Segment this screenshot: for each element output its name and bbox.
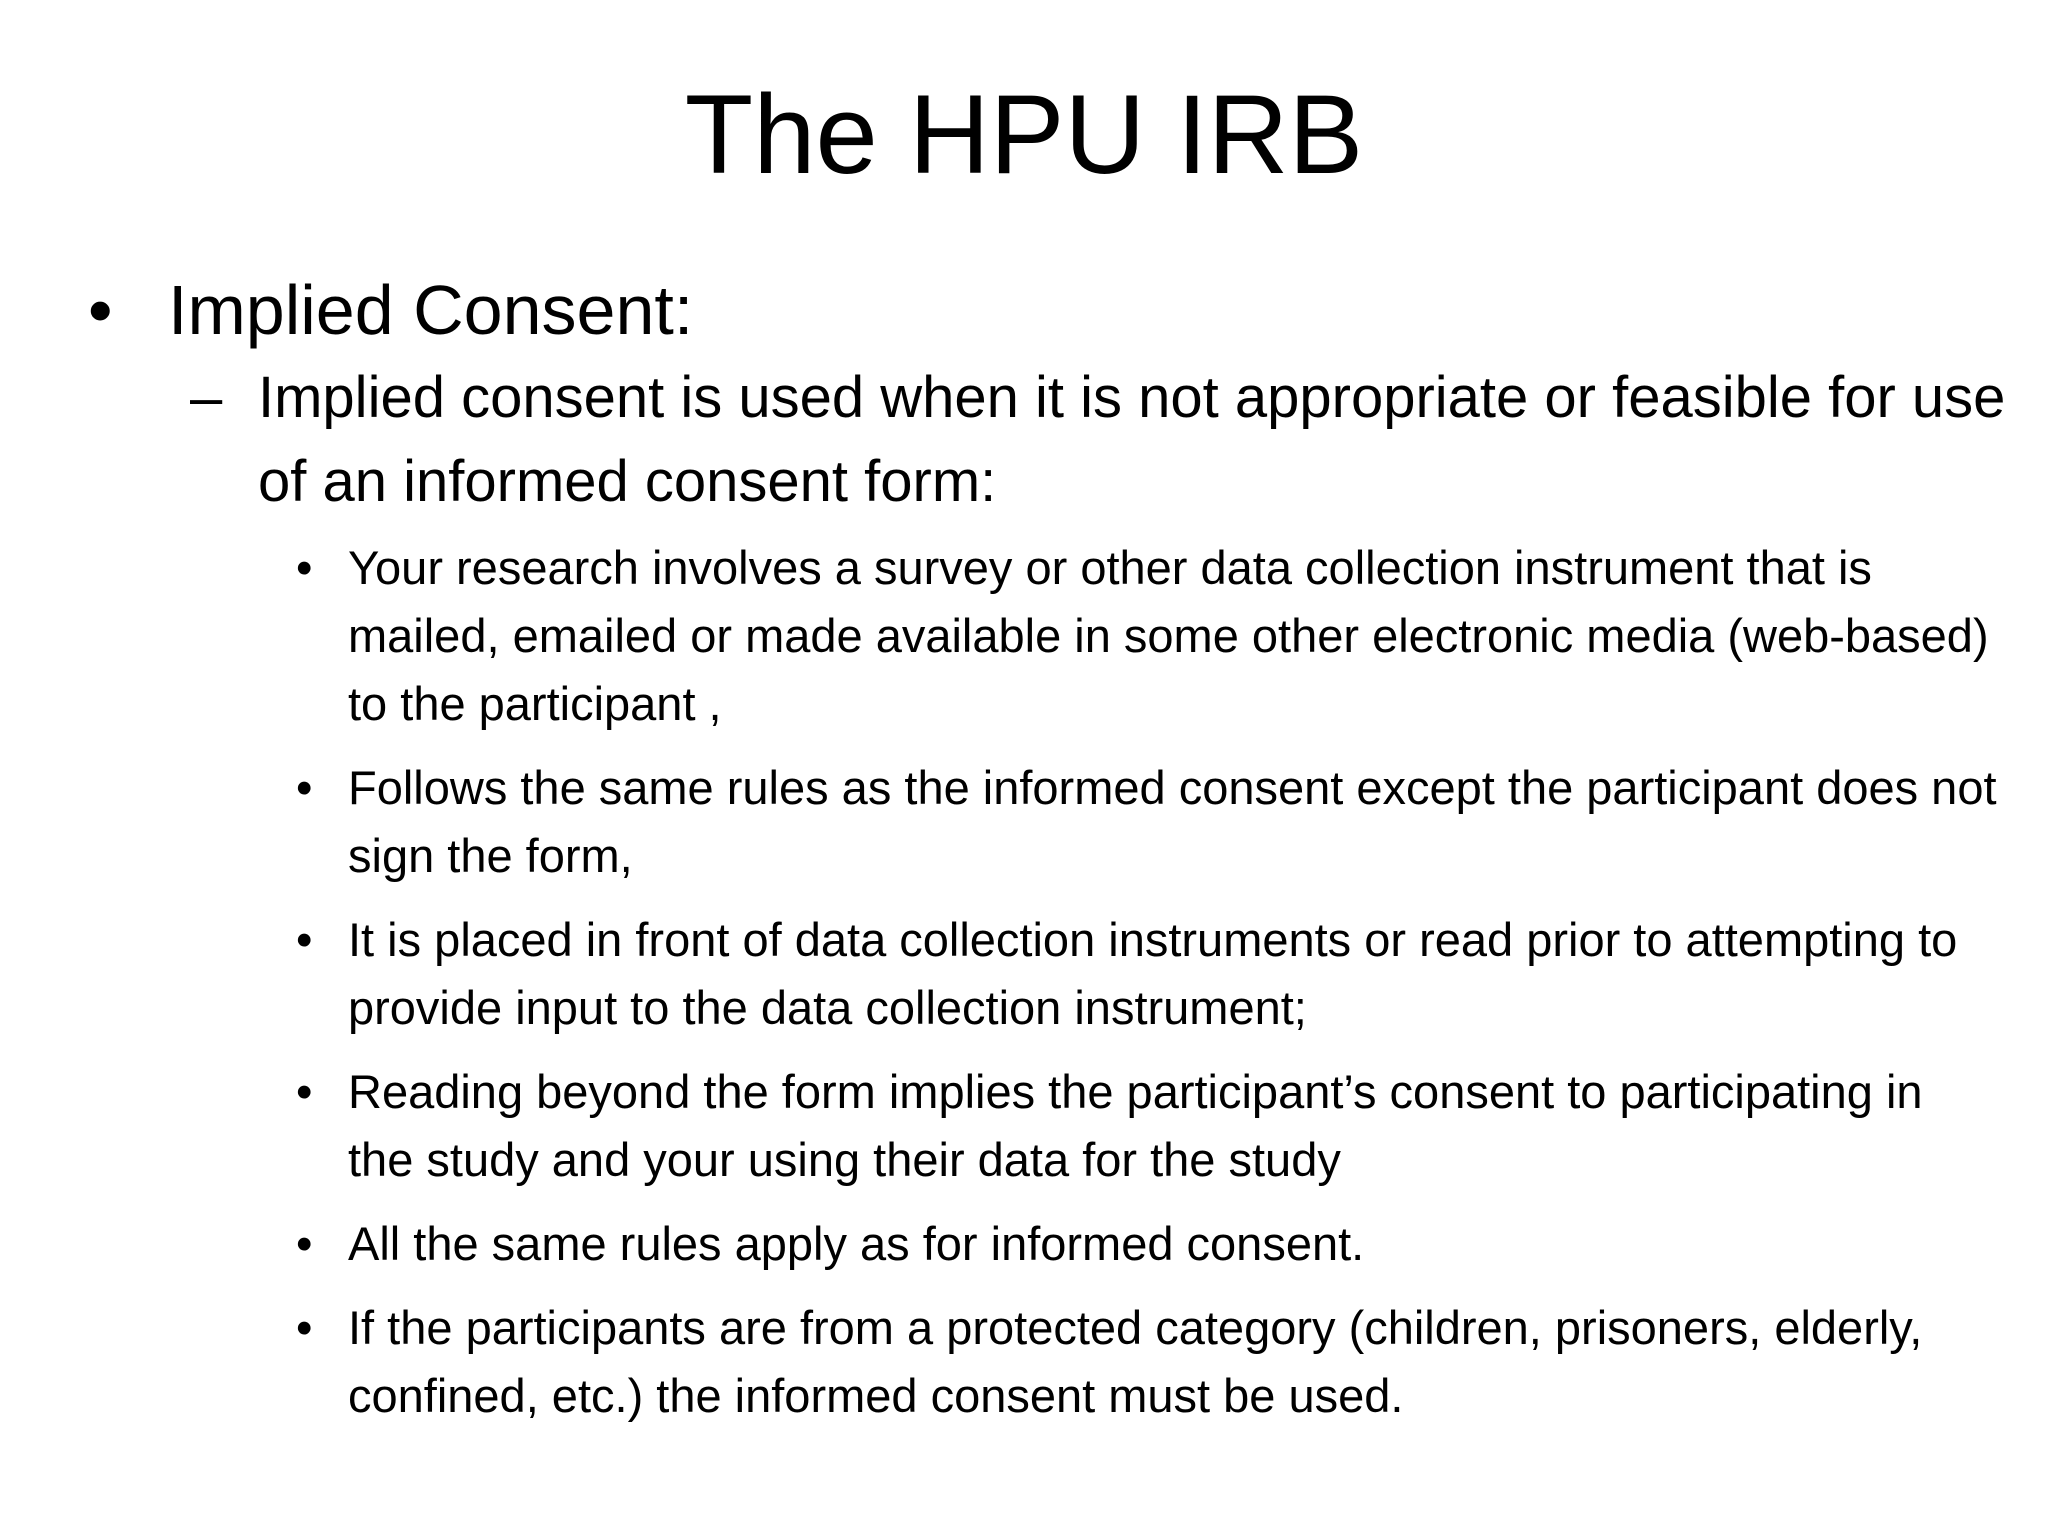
bullet-marker: •	[296, 541, 313, 594]
bullet-marker: •	[296, 1217, 313, 1270]
detail-bullet	[0, 1058, 2048, 1194]
bullet-marker: •	[296, 761, 313, 814]
slide-title: The HPU IRB	[684, 72, 1364, 197]
slide-content	[0, 268, 2048, 1446]
detail-bullet-text: All the same rules apply as for informed consent.	[348, 1217, 1365, 1270]
bullet-implied-consent	[0, 268, 2048, 352]
detail-bullet	[0, 1294, 2048, 1430]
detail-bullet-text: If the participants are from a protected category (children, prisoners, elderly, confined, etc.) the informed consent must be used.	[348, 1301, 1923, 1422]
sub-bullet-text: Implied consent is used when it is not appropriate or feasible for use of an informed consent form:	[258, 365, 2006, 514]
bullet-text: Implied Consent:	[168, 271, 694, 349]
bullet-marker: •	[296, 913, 313, 966]
detail-bullet	[0, 906, 2048, 1042]
detail-bullet-text: Your research involves a survey or other data collection instrument that is mailed, emailed or made available in some other electronic media (web-based) to the participant ,	[348, 541, 1989, 730]
detail-bullet-list	[0, 534, 2048, 1430]
bullet-marker: •	[296, 1301, 313, 1354]
detail-bullet	[0, 754, 2048, 890]
bullet-marker: •	[296, 1065, 313, 1118]
dash-marker: –	[190, 365, 223, 430]
sub-bullet-definition	[0, 356, 2048, 524]
detail-bullet-text: Reading beyond the form implies the participant’s consent to participating in the study and your using their data for the study	[348, 1065, 1923, 1186]
detail-bullet	[0, 1210, 2048, 1278]
detail-bullet-text: Follows the same rules as the informed consent except the participant does not sign the form,	[348, 761, 1997, 882]
detail-bullet	[0, 534, 2048, 738]
detail-bullet-text: It is placed in front of data collection instruments or read prior to attempting to provide input to the data collection instrument;	[348, 913, 1958, 1034]
bullet-marker: •	[88, 271, 113, 349]
